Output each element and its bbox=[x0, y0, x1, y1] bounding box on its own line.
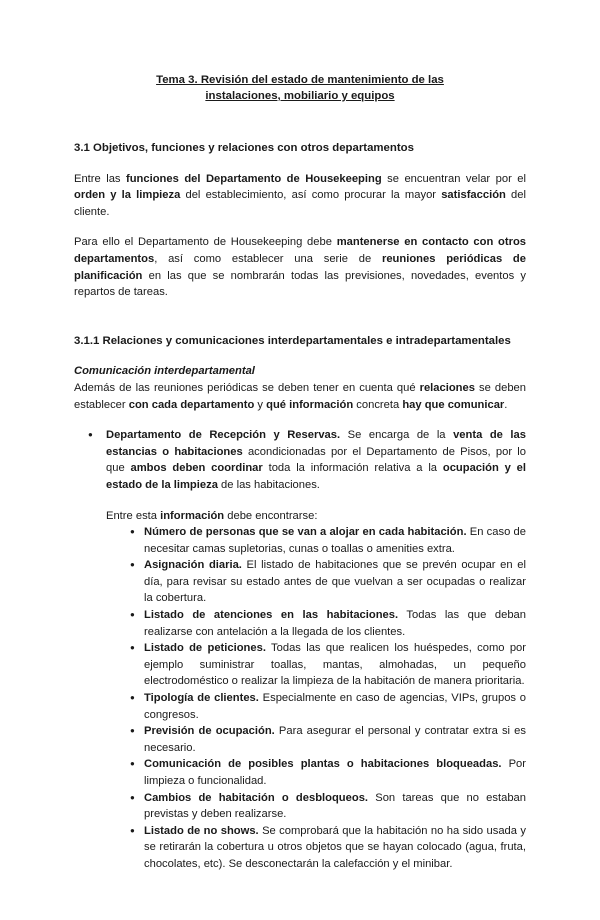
list-item bbox=[74, 790, 526, 823]
bold-run: reuniones periódicas de planificación bbox=[74, 252, 526, 282]
list-item bbox=[74, 640, 526, 690]
text-run: En caso de necesitar camas supletorias, cunas o toallas o amenities extra. bbox=[144, 526, 526, 555]
text-run: Para asegurar el personal y contratar extra si es necesario. bbox=[144, 725, 526, 754]
bold-run: ambos deben coordinar bbox=[130, 462, 263, 475]
text-run: Son tareas que no estaban previstas y deben realizarse. bbox=[144, 791, 526, 821]
text-run: concreta bbox=[353, 398, 403, 411]
text-run: , así como establecer una serie de bbox=[154, 252, 382, 265]
list-item bbox=[74, 557, 526, 607]
list-item bbox=[74, 524, 526, 557]
text-run: Todas las que realicen los huéspedes, como por ejemplo suministrar toallas, mantas, almohadas, un pequeño electrodoméstico o realizar la limpieza de la habitación de manera prioritaria. bbox=[144, 642, 526, 688]
information-intro bbox=[74, 508, 526, 525]
text-run: Se comprobará que la habitación no ha sido usada y se retirarán la cobertura u otros objetos que se hayan colocado (agua, fruta, chocolates, etc). Se desconectarán la calefacción y el minibar. bbox=[144, 824, 526, 870]
bold-run: relaciones bbox=[419, 381, 475, 394]
information-list bbox=[74, 524, 526, 872]
bold-run: satisfacción bbox=[441, 189, 506, 202]
bold-run: Asignación diaria. bbox=[144, 559, 242, 572]
text-run: Por limpieza o funcionalidad. bbox=[144, 758, 526, 787]
section-3-1-1-heading: 3.1.1 Relaciones y comunicaciones interdepartamentales e intradepartamentales bbox=[74, 334, 511, 347]
list-item-reception-department bbox=[74, 427, 526, 493]
list-item bbox=[74, 690, 526, 723]
text-run: del cliente. bbox=[74, 189, 526, 218]
text-run: debe encontrarse: bbox=[224, 509, 318, 522]
section-3-1-paragraph-1 bbox=[74, 171, 526, 221]
text-run: Entre esta bbox=[106, 509, 161, 522]
bold-run: funciones del Departamento de Housekeeping bbox=[126, 172, 382, 185]
document-page bbox=[0, 72, 600, 920]
bold-run: orden y la limpieza bbox=[74, 189, 181, 202]
text-run: Para ello el Departamento de Housekeeping debe bbox=[74, 236, 337, 249]
bold-run: Cambios de habitación o desbloqueos. bbox=[144, 791, 369, 804]
bold-run: venta de las estancias o habitaciones bbox=[106, 429, 526, 458]
bold-run: Previsión de ocupación. bbox=[144, 725, 275, 738]
section-3-1-1-paragraph bbox=[74, 380, 526, 413]
bold-run: Departamento de Recepción y Reservas. bbox=[106, 429, 341, 442]
text-run: toda la información relativa a la bbox=[262, 462, 443, 475]
bold-run: Listado de no shows. bbox=[144, 824, 259, 837]
bold-run: ocupación y el estado de la limpieza bbox=[106, 462, 527, 491]
bold-run: Comunicación de posibles plantas o habitaciones bloqueadas. bbox=[144, 758, 502, 771]
text-run: en las que se nombrarán todas las previsiones, novedades, eventos y repartos de tareas. bbox=[74, 269, 526, 299]
department-list bbox=[74, 427, 526, 493]
text-run: del establecimiento, así como procurar la mayor bbox=[180, 189, 442, 202]
text-run: El listado de habitaciones que se prevén ocupar en el día, para revisar su estado antes de que vuelvan a ser ocupadas o realizar la cobertura. bbox=[144, 559, 526, 605]
title-line-1: Tema 3. Revisión del estado de mantenimiento de las bbox=[156, 74, 444, 86]
list-item bbox=[74, 723, 526, 756]
text-run: se encuentran velar por el bbox=[381, 172, 526, 185]
text-run: Especialmente en caso de agencias, VIPs, grupos o congresos. bbox=[144, 692, 526, 721]
section-3-1-paragraph-2 bbox=[74, 234, 526, 300]
text-run: Además de las reuniones periódicas se deben tener en cuenta qué bbox=[74, 381, 420, 394]
text-run: acondicionadas por el Departamento de Pisos, por lo que bbox=[106, 445, 526, 475]
subheading-interdepartmental: Comunicación interdepartamental bbox=[74, 365, 255, 378]
bold-run: información bbox=[160, 509, 225, 522]
bold-run: qué información bbox=[266, 398, 354, 411]
bold-run: mantenerse en contacto con otros departamentos bbox=[74, 236, 527, 265]
text-run: se deben establecer bbox=[74, 381, 526, 411]
bold-run: Tipología de clientes. bbox=[144, 692, 259, 705]
bold-run: hay que comunicar bbox=[402, 398, 505, 411]
document-title bbox=[74, 72, 526, 104]
list-item bbox=[74, 607, 526, 640]
bold-run: Número de personas que se van a alojar en cada habitación. bbox=[144, 526, 467, 539]
text-run: Entre las bbox=[74, 172, 126, 185]
title-line-2: instalaciones, mobiliario y equipos bbox=[205, 90, 395, 102]
text-run: de las habitaciones. bbox=[217, 478, 320, 491]
section-3-1-heading: 3.1 Objetivos, funciones y relaciones con otros departamentos bbox=[74, 142, 414, 154]
bold-run: Listado de atenciones en las habitaciones. bbox=[144, 609, 399, 622]
text-run: Todas las que deban realizarse con antelación a la llegada de los clientes. bbox=[144, 609, 526, 638]
bold-run: Listado de peticiones. bbox=[144, 642, 266, 655]
bold-run: con cada departamento bbox=[128, 398, 255, 411]
text-run: y bbox=[254, 398, 267, 411]
text-run: . bbox=[504, 398, 508, 411]
list-item bbox=[74, 756, 526, 789]
text-run: Se encarga de la bbox=[340, 429, 454, 442]
